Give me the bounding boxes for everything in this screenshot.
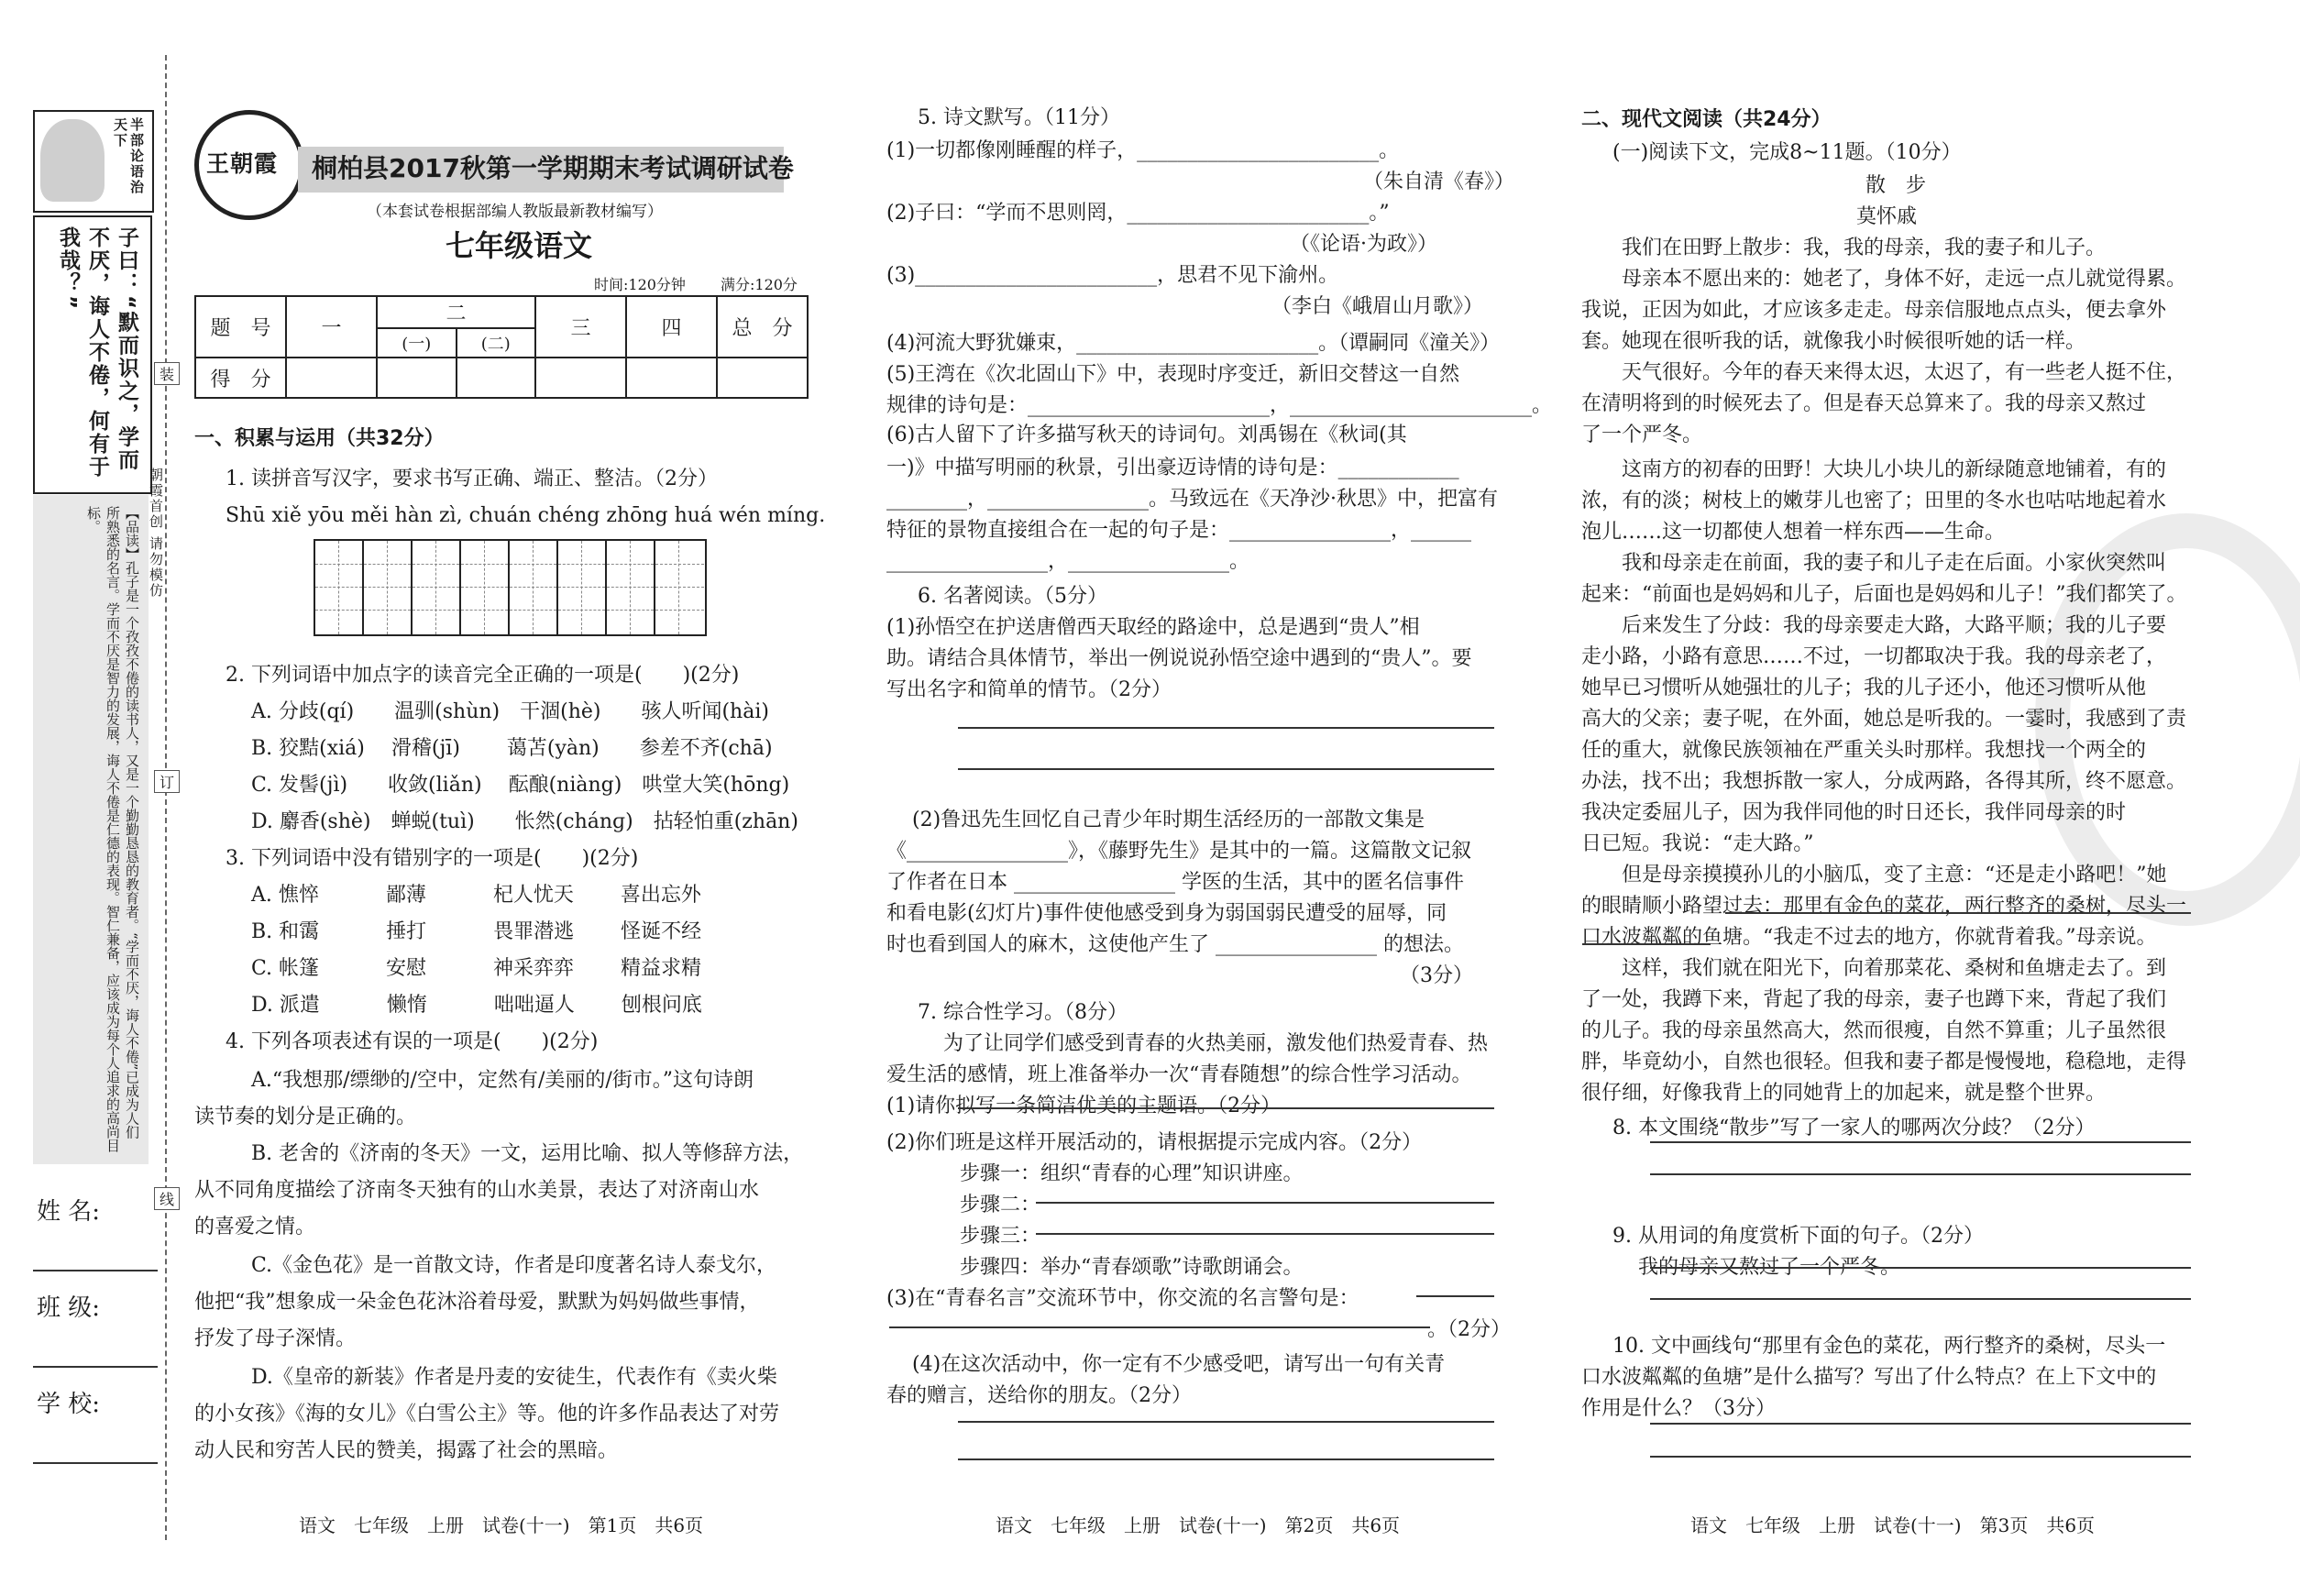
col3-line: 任的重大，就像民族领袖在严重关头时那样。我想找一个两全的 — [1581, 739, 2147, 762]
col1-line: 的喜爱之情。 — [194, 1216, 316, 1238]
answer-line-q6-1[interactable] — [958, 727, 1494, 729]
col2-line: 6. 名著阅读。（5分） — [918, 585, 1107, 608]
col3-line: 这样，我们就在阳光下，向着那菜花、桑树和鱼塘走去了。到 — [1622, 957, 2167, 980]
col2-line: 一)》中描写明丽的秋景，引出豪迈诗情的诗句是：____________ — [886, 457, 1459, 479]
col3-line: 我的母亲又熬过了一个严冬。 — [1638, 1256, 1901, 1279]
col2-line: ________，________________。马致远在《天净沙·秋思》中，把富有 — [886, 488, 1498, 511]
col2-line: 步骤四：举办“青春颂歌”诗歌朗诵会。 — [960, 1256, 1304, 1279]
col2-line: (1)一切都像刚睡醒的样子，________________________。 — [886, 139, 1400, 162]
col3-line: 办法，找不出；我想拆散一家人，分成两路，各得其所，终不愿意。 — [1581, 770, 2187, 793]
col1-line: 从不同角度描绘了济南冬天独有的山水美景，表达了对济南山水 — [194, 1179, 760, 1202]
score-header-total: 总 分 — [717, 296, 808, 358]
score-header-3: 三 — [535, 296, 626, 358]
col2-line: (2)子曰：“学而不思则罔，________________________。” — [886, 202, 1390, 225]
footer-page-2: 语文 七年级 上册 试卷(十一) 第2页 共6页 — [996, 1514, 1401, 1536]
col1-line: A. 分歧(qí) 温驯(shùn) 干涸(hè) 骇人听闻(hài) — [251, 700, 769, 723]
col3-line: 母亲本不愿出来的：她老了，身体不好，走远一点儿就觉得累。 — [1622, 268, 2187, 291]
exam-subtitle: （本套试卷根据部编人教版最新教材编写） — [367, 203, 663, 221]
score-sub-1: (一) — [377, 328, 457, 358]
cut-note: 朝霞首创 请勿模仿 — [148, 468, 164, 599]
col2-line: (1)请你拟写一条简洁优美的主题语。（2分） — [886, 1095, 1282, 1117]
answer-line-q8-2[interactable] — [1650, 1173, 2191, 1175]
col1-line: 他把“我”想象成一朵金色花沐浴着母爱，默默为妈妈做些事情， — [194, 1291, 760, 1314]
answer-line-q7-4b[interactable] — [958, 1458, 1494, 1460]
binding-mark-2: 订 — [154, 770, 180, 793]
col1-line: 一、积累与运用（共32分） — [194, 427, 445, 450]
score-sub-2: (二) — [457, 328, 536, 358]
score-row-label: 得 分 — [195, 358, 286, 398]
col3-line: (一)阅读下文，完成8~11题。（10分） — [1612, 141, 1962, 164]
col1-line: 动人民和穷苦人民的赞美，揭露了社会的黑暗。 — [194, 1439, 619, 1462]
answer-line-q7-3b[interactable] — [889, 1326, 1430, 1328]
col3-line: 套。她现在很听我的话，就像我小时候很听她的话一样。 — [1581, 330, 2086, 353]
col2-line: 助。请结合具体情节，举出一例说说孙悟空途中遇到的“贵人”。要 — [886, 647, 1472, 670]
col2-line: 了作者在日本 ________________ 学医的生活，其中的匿名信事件 — [886, 871, 1464, 894]
answer-line-q7-3a[interactable] — [1416, 1295, 1494, 1297]
col3-line: 后来发生了分歧：我的母亲要走大路，大路平顺；我的儿子要 — [1622, 614, 2167, 637]
col2-line: 春的赠言，送给你的朋友。（2分） — [886, 1384, 1192, 1407]
footer-page-1: 语文 七年级 上册 试卷(十一) 第1页 共6页 — [299, 1514, 704, 1536]
col3-line: 了一个严冬。 — [1581, 424, 1703, 446]
col3-line: 泡儿……这一切都使人想着一样东西——生命。 — [1581, 521, 2006, 544]
col2-line: （《论语·为政》） — [1290, 233, 1437, 256]
col3-line: 高大的父亲；妻子呢，在外面，她总是听我的。一霎时，我感到了责 — [1581, 708, 2187, 731]
col2-line: 为了让同学们感受到青春的火热美丽，激发他们热爱青春、热 — [943, 1032, 1489, 1055]
col3-line: 我决定委屈儿子，因为我伴同他的时日还长，我伴同母亲的时 — [1581, 801, 2127, 824]
col2-line: (2)鲁迅先生回忆自己青少年时期生活经历的一部散文集是 — [912, 809, 1425, 831]
score-header-1: 一 — [286, 296, 377, 358]
motto-text: 子曰：“默而识之，学而不厌，诲人不倦，何有于我哉？” — [56, 226, 138, 479]
col2-line: （朱自清《春》） — [1363, 171, 1515, 193]
col3-line: 的眼睛顺小路望过去：那里有金色的菜花，两行整齐的桑树，尽头一 — [1581, 895, 2187, 918]
col3-line: 莫怀戚 — [1856, 205, 1918, 228]
footer-page-3: 语文 七年级 上册 试卷(十一) 第3页 共6页 — [1690, 1514, 2096, 1536]
col2-line: (3)在“青春名言”交流环节中，你交流的名言警句是： — [886, 1287, 1359, 1310]
underline-q10-quote — [1725, 912, 2191, 914]
score-header-2: 二 — [377, 296, 535, 328]
col3-line: 走小路，小路有意思……不过，一切都取决于我。我的母亲老了， — [1581, 645, 2167, 668]
answer-line-q9-2[interactable] — [1650, 1298, 2191, 1300]
col3-line: 作用是什么？（3分） — [1581, 1397, 1776, 1420]
col1-line: B. 狡黠(xiá) 滑稽(jī) 蔼苫(yàn) 参差不齐(chā) — [251, 737, 773, 760]
col2-line: (1)孙悟空在护送唐僧西天取经的路途中，总是遇到“贵人”相 — [886, 616, 1420, 639]
col1-line: 1. 读拼音写汉字，要求书写正确、端正、整洁。（2分） — [226, 468, 718, 490]
col1-line: C.《金色花》是一首散文诗，作者是印度著名诗人泰戈尔， — [251, 1254, 777, 1277]
col2-line: 步骤三： — [960, 1225, 1041, 1248]
answer-line-q7-1[interactable] — [958, 1107, 1494, 1109]
col1-line: D. 麝香(shè) 蝉蜕(tuì) 怅然(chánɡ) 拈轻怕重(zhān) — [251, 810, 798, 833]
answer-line-q7-4a[interactable] — [958, 1421, 1494, 1423]
binding-mark-1: 装 — [154, 362, 180, 385]
col3-line: 我们在田野上散步：我，我的母亲，我的妻子和儿子。 — [1622, 237, 2107, 259]
col2-line: (3)________________________，思君不见下渝州。 — [886, 264, 1339, 287]
col3-line: 了一处，我蹲下来，背起了我的母亲，妻子也蹲下来，背起了我们 — [1581, 988, 2167, 1011]
col1-line: B. 老舍的《济南的冬天》一文，运用比喻、拟人等修辞方法， — [251, 1142, 804, 1165]
col2-line: (6)古人留下了许多描写秋天的诗词句。刘禹锡在《秋词(其 — [886, 424, 1407, 446]
col1-line: D. 派遣 懒惰 咄咄逼人 刨根问底 — [251, 994, 702, 1017]
answer-line-q9-1[interactable] — [1650, 1267, 2191, 1269]
col1-line: 4. 下列各项表述有误的一项是( )(2分) — [226, 1030, 599, 1053]
col1-line: B. 和霭 捶打 畏罪潜逃 怪诞不经 — [251, 920, 702, 943]
underline-q10-quote-2 — [1582, 943, 1711, 945]
answer-line-q10-2[interactable] — [1650, 1456, 2191, 1458]
col2-line: (2)你们班是这样开展活动的，请根据提示完成内容。（2分） — [886, 1131, 1423, 1154]
col2-line: 写出名字和简单的情节。（2分） — [886, 678, 1172, 701]
col1-line: 读节奏的划分是正确的。 — [194, 1106, 417, 1128]
col1-line: 的小女孩》《海的女儿》《白雪公主》等。他的许多作品表达了对劳 — [194, 1403, 780, 1425]
col3-line: 口水波粼粼的鱼塘。“我走不过去的地方，你就背着我。”母亲说。 — [1581, 926, 2157, 949]
col2-line: (4)在这次活动中，你一定有不少感受吧，请写出一句有关青 — [912, 1353, 1446, 1376]
col2-line: 步骤二： — [960, 1194, 1041, 1216]
col3-line: 10. 文中画线句“那里有金色的菜花，两行整齐的桑树，尽头一 — [1612, 1335, 2166, 1358]
col1-line: C. 发髻(jì) 收敛(liǎn) 酝酿(niàng) 哄堂大笑(hōng) — [251, 774, 790, 797]
col3-line: 她早已习惯听从她强壮的儿子；我的儿子还小，他还习惯听从他 — [1581, 677, 2147, 699]
name-label: 姓 名: — [37, 1198, 101, 1226]
col3-line: 我和母亲走在前面，我的妻子和儿子走在后面。小家伙突然叫 — [1622, 552, 2167, 575]
col2-line: 。（2分） — [1427, 1318, 1511, 1341]
col3-line: 日已短。我说：“走大路。” — [1581, 832, 1814, 855]
full-score: 满分:120分 — [721, 276, 798, 293]
col3-line: 9. 从用词的角度赏析下面的句子。（2分） — [1612, 1225, 1984, 1248]
score-header-4: 四 — [626, 296, 717, 358]
col2-line: 和看电影(幻灯片)事件使他感受到身为弱国弱民遭受的屈辱，同 — [886, 902, 1447, 925]
col2-line: 5. 诗文默写。（11分） — [918, 106, 1120, 129]
col2-line: （3分） — [1400, 964, 1473, 987]
col1-line: 3. 下列词语中没有错别字的一项是( )(2分) — [226, 847, 639, 870]
answer-line-q7-step2[interactable] — [1036, 1202, 1494, 1204]
col3-line: 天气很好。今年的春天来得太迟，太迟了，有一些老人挺不住， — [1622, 361, 2187, 384]
col1-line: C. 帐篷 安慰 神采弈弈 精益求精 — [251, 957, 702, 980]
col3-line: 这南方的初春的田野！大块儿小块儿的新绿随意地铺着，有的 — [1622, 458, 2167, 481]
col3-line: 口水波粼粼的鱼塘”是什么描写？写出了什么特点？在上下文中的 — [1581, 1366, 2157, 1389]
subject-title: 七年级语文 — [446, 228, 593, 263]
class-label: 班 级: — [37, 1294, 101, 1322]
col2-line: 步骤一：组织“青春的心理”知识讲座。 — [960, 1162, 1304, 1185]
answer-line-q8-1[interactable] — [1650, 1141, 2191, 1143]
school-label: 学 校: — [37, 1391, 101, 1418]
col1-line: Shū xiě yōu měi hàn zì, chuán chéng zhōng huá wén míng. — [226, 504, 826, 527]
col2-line: 爱生活的感情，班上准备举办一次“青春随想”的综合性学习活动。 — [886, 1063, 1472, 1086]
col2-line: (5)王湾在《次北固山下》中，表现时序变迁，新旧交替这一自然 — [886, 363, 1460, 386]
col3-line: 起来：“前面也是妈妈和儿子，后面也是妈妈和儿子！”我们都笑了。 — [1581, 583, 2187, 606]
series-title: 半部论语治天下 — [112, 117, 145, 195]
exam-time: 时间:120分钟 — [594, 276, 686, 293]
col1-line: D.《皇帝的新装》作者是丹麦的安徒生，代表作有《卖火柴 — [251, 1366, 777, 1389]
col2-line: 《________________》，《藤野先生》是其中的一篇。这篇散文记叙 — [886, 840, 1472, 863]
col1-line: A.“我想那/缥缈的/空中，定然有/美丽的/街市。”这句诗朗 — [251, 1069, 754, 1092]
col2-line: 特征的景物直接组合在一起的句子是：________________，______ — [886, 519, 1472, 542]
exam-title: 桐柏县2017秋第一学期期末考试调研试卷 — [312, 153, 794, 183]
col3-line: 浓，有的淡；树枝上的嫩芽儿也密了；田里的冬水也咕咕地起着水 — [1581, 490, 2167, 512]
col3-line: 8. 本文围绕“散步”写了一家人的哪两次分歧？（2分） — [1612, 1117, 2096, 1139]
col3-line: 我说，正因为如此，才应该多走走。母亲信服地点点头，便去拿外 — [1581, 299, 2167, 322]
col2-line: (4)河流大野犹嫌束，________________________。（谭嗣同《潼关》） — [886, 332, 1501, 355]
col2-line: 7. 综合性学习。（8分） — [918, 1001, 1128, 1024]
col1-line: A. 憔悴 鄙薄 杞人忧天 喜出忘外 — [251, 884, 701, 907]
pinpin-text: 【品读】孔子是一个孜孜不倦的读书人，又是一个勤勤恳恳的教育者。“学而不厌，诲人不倦”已成为人们所熟悉的名言。学而不厌是智力的发展，诲人不倦是仁德的表现。智仁兼备，应该成为每个人追求的高尚目标。 — [85, 506, 140, 1152]
col2-line: （李白《峨眉山月歌》） — [1271, 295, 1484, 318]
col2-line: 时也看到国人的麻木，这使他产生了 ________________ 的想法。 — [886, 933, 1464, 956]
answer-line-q10-1[interactable] — [1650, 1423, 2191, 1425]
col2-line: ________________，________________。 — [886, 550, 1250, 573]
answer-line-q7-step3[interactable] — [1036, 1233, 1494, 1235]
answer-line-q6-2[interactable] — [958, 768, 1494, 770]
col1-line: 抒发了母子深情。 — [194, 1327, 357, 1350]
col3-line: 但是母亲摸摸孙儿的小脑瓜，变了主意：“还是走小路吧！”她 — [1622, 864, 2167, 886]
col3-line: 二、现代文阅读（共24分） — [1581, 108, 1832, 131]
col3-line: 很仔细，好像我背上的同她背上的加起来，就是整个世界。 — [1581, 1082, 2107, 1105]
col3-line: 的儿子。我的母亲虽然高大，然而很瘦，自然不算重；儿子虽然很 — [1581, 1019, 2167, 1042]
score-header-label: 题 号 — [195, 296, 286, 358]
col3-line: 散 步 — [1865, 174, 1927, 197]
col2-line: 规律的诗句是：________________________，________________________。 — [886, 394, 1553, 417]
col1-line: 2. 下列词语中加点字的读音完全正确的一项是( )(2分) — [226, 664, 740, 687]
col3-line: 在清明将到的时候死去了。但是春天总算来了。我的母亲又熬过 — [1581, 392, 2147, 415]
binding-mark-3: 线 — [154, 1187, 180, 1210]
brand-name: 王朝霞 — [206, 150, 279, 177]
col3-line: 胖，毕竟幼小，自然也很轻。但我和妻子都是慢慢地，稳稳地，走得 — [1581, 1051, 2187, 1073]
